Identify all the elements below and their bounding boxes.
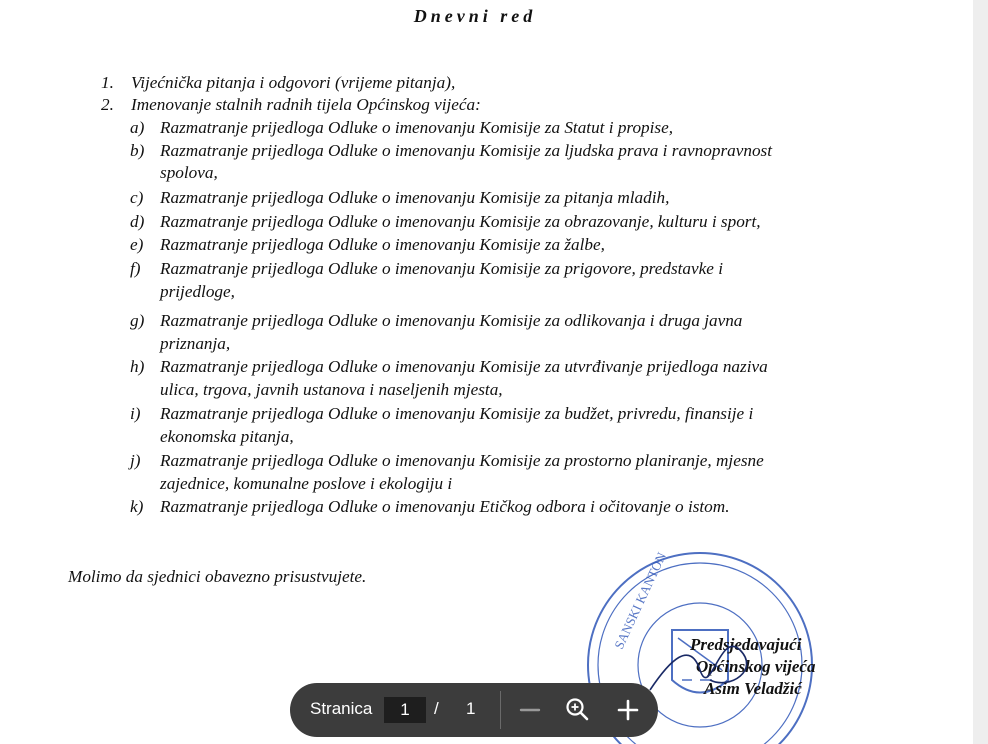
item-text: Razmatranje prijedloga Odluke o imenovanju Komisije za pitanja mladih, — [160, 188, 670, 207]
item-text: Imenovanje stalnih radnih tijela Općinskog vijeća: — [131, 95, 481, 114]
item-marker: j) — [130, 451, 141, 470]
document-title: Dnevni red — [413, 6, 537, 26]
item-text: Razmatranje prijedloga Odluke o imenovanju Komisije za prigovore, predstavke i — [160, 259, 723, 278]
stamp-text: SANSKI KANTON — [611, 549, 670, 652]
item-marker: 2. — [101, 95, 114, 114]
item-marker: h) — [130, 357, 145, 376]
viewer-background — [973, 0, 988, 744]
zoom-out-button[interactable] — [514, 694, 546, 726]
pdf-viewer-toolbar — [290, 683, 658, 737]
item-text: Razmatranje prijedloga Odluke o imenovanju Komisije za prostorno planiranje, mjesne — [160, 451, 764, 470]
item-marker: k) — [130, 497, 144, 516]
item-text-continued: prijedloge, — [160, 282, 235, 301]
zoom-in-button[interactable] — [562, 694, 594, 726]
item-marker: i) — [130, 404, 141, 423]
zoom-in-icon — [562, 694, 594, 726]
handwritten-signature — [640, 620, 760, 700]
signature-name: Asim Veladžić — [704, 679, 802, 698]
item-marker: a) — [130, 118, 145, 137]
item-marker: c) — [130, 188, 144, 207]
item-text: Razmatranje prijedloga Odluke o imenovanju Komisije za žalbe, — [160, 235, 605, 254]
plus-icon — [612, 694, 644, 726]
item-marker: d) — [130, 212, 145, 231]
item-text: Razmatranje prijedloga Odluke o imenovanju Komisije za ljudska prava i ravnopravnost — [160, 141, 773, 160]
toolbar-divider — [500, 691, 501, 729]
item-text: Razmatranje prijedloga Odluke o imenovanju Komisije za obrazovanje, kulturu i sport, — [160, 212, 761, 231]
signature-role: Predsjedavajući — [690, 635, 802, 654]
item-text-continued: ulica, trgova, javnih ustanova i naseljenih mjesta, — [160, 380, 503, 399]
item-text-continued: spolova, — [160, 163, 218, 182]
item-text-continued: zajednice, komunalne poslove i ekologiju i — [160, 474, 453, 493]
item-marker: 1. — [101, 73, 114, 92]
add-button[interactable] — [612, 694, 644, 726]
item-text: Razmatranje prijedloga Odluke o imenovanju Komisije za utvrđivanje prijedloga naziva — [160, 357, 768, 376]
item-marker: f) — [130, 259, 141, 278]
item-text: Razmatranje prijedloga Odluke o imenovanju Komisije za budžet, privredu, finansije i — [160, 404, 754, 423]
item-marker: b) — [130, 141, 145, 160]
item-text-continued: ekonomska pitanja, — [160, 427, 294, 446]
closing-note: Molimo da sjednici obavezno prisustvujete. — [68, 567, 367, 586]
current-page-input[interactable]: 1 — [384, 697, 426, 723]
item-text: Razmatranje prijedloga Odluke o imenovanju Etičkog odbora i očitovanje o istom. — [160, 497, 730, 516]
zoom-out-icon — [514, 694, 546, 726]
item-text-continued: priznanja, — [160, 334, 231, 353]
page-separator: / — [434, 699, 439, 718]
page-label: Stranica — [310, 699, 373, 718]
signature-body: Općinskog vijeća — [696, 657, 816, 676]
total-pages: 1 — [466, 699, 476, 718]
item-text: Vijećnička pitanja i odgovori (vrijeme pitanja), — [131, 73, 456, 92]
item-text: Razmatranje prijedloga Odluke o imenovanju Komisije za odlikovanja i druga javna — [160, 311, 743, 330]
item-marker: g) — [130, 311, 145, 330]
item-marker: e) — [130, 235, 144, 254]
item-text: Razmatranje prijedloga Odluke o imenovanju Komisije za Statut i propise, — [160, 118, 674, 137]
